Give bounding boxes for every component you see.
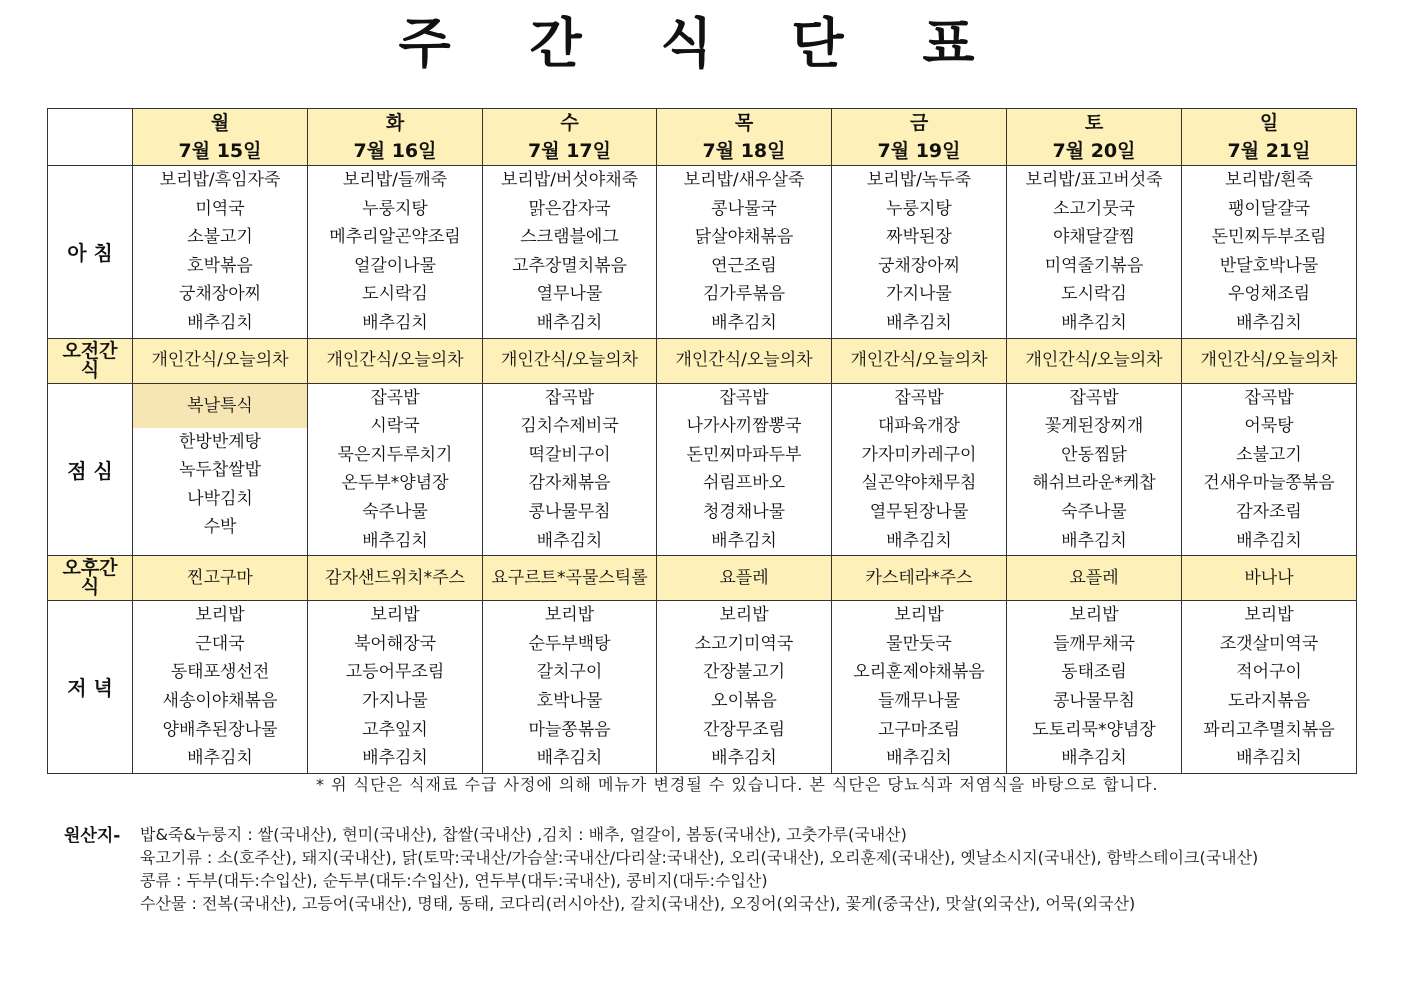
menu-item: 누룽지탕 bbox=[886, 198, 952, 219]
day-header bbox=[483, 109, 657, 166]
menu-item: 보리밥 bbox=[195, 605, 245, 626]
day-name: 토 bbox=[1084, 112, 1104, 134]
menu-item: 보리밥 bbox=[544, 605, 595, 626]
menu-item: 보리밥 bbox=[719, 605, 769, 626]
menu-item: 쉬림프바오 bbox=[702, 473, 786, 494]
menu-item: 미역줄기볶음 bbox=[1044, 255, 1144, 276]
menu-item: 배추김치 bbox=[886, 748, 952, 769]
menu-item: 안동찜닭 bbox=[1061, 444, 1127, 465]
menu-item: 소고기미역국 bbox=[694, 633, 794, 654]
menu-item: 김치수제비국 bbox=[520, 416, 619, 437]
menu-item: 배추김치 bbox=[711, 530, 777, 551]
breakfast-cell bbox=[1182, 166, 1357, 339]
menu-item: 배추김치 bbox=[1236, 530, 1302, 551]
menu-item: 가지나물 bbox=[362, 690, 428, 711]
menu-item: 호박나물 bbox=[536, 690, 603, 711]
day-header bbox=[133, 109, 308, 166]
menu-item: 배추김치 bbox=[362, 312, 428, 333]
pm-snack-cell: 요플레 bbox=[657, 556, 832, 601]
day-date: 7월 15일 bbox=[178, 140, 262, 162]
day-name: 화 bbox=[385, 112, 405, 134]
menu-item: 숙주나물 bbox=[362, 501, 428, 522]
menu-item: 마늘쫑볶음 bbox=[528, 719, 611, 740]
meal-label-am-snack-line1: 오전간 bbox=[62, 339, 118, 362]
meal-label-am-snack-line2: 식 bbox=[80, 358, 100, 381]
menu-item: 배추김치 bbox=[1236, 748, 1302, 769]
lunch-cell bbox=[832, 383, 1007, 556]
menu-item: 보리밥/새우살죽 bbox=[683, 170, 805, 190]
menu-item: 배추김치 bbox=[711, 312, 777, 333]
dinner-cell bbox=[308, 601, 483, 774]
lunch-cell bbox=[657, 383, 832, 556]
day-date: 7월 17일 bbox=[528, 140, 611, 162]
menu-item: 청경채나물 bbox=[702, 501, 786, 522]
breakfast-cell bbox=[308, 166, 483, 339]
menu-item: 오리훈제야채볶음 bbox=[853, 662, 985, 683]
menu-item: 콩나물무침 bbox=[1052, 690, 1136, 711]
menu-item: 꽈리고추멸치볶음 bbox=[1203, 719, 1335, 740]
menu-item: 미역국 bbox=[195, 198, 245, 219]
menu-item: 보리밥/표고버섯죽 bbox=[1025, 170, 1163, 190]
menu-item: 시락국 bbox=[370, 416, 420, 437]
meal-label-dinner: 저 녁 bbox=[48, 601, 133, 774]
am-snack-cell: 개인간식/오늘의차 bbox=[483, 338, 657, 383]
origin-info bbox=[140, 824, 1355, 916]
menu-item: 고추잎지 bbox=[362, 719, 428, 740]
menu-item: 짜박된장 bbox=[886, 227, 952, 248]
page-title: 주 간 식 단 표 bbox=[398, 12, 1005, 75]
menu-item: 간장불고기 bbox=[702, 662, 786, 683]
dinner-cell bbox=[1007, 601, 1182, 774]
day-header bbox=[832, 109, 1007, 166]
lunch-special-label: 복날특식 bbox=[133, 384, 307, 428]
day-name: 월 bbox=[210, 112, 230, 134]
menu-item: 가자미카레구이 bbox=[861, 444, 977, 465]
meal-label-pm-snack-line2: 식 bbox=[80, 576, 100, 599]
breakfast-cell bbox=[657, 166, 832, 339]
menu-item: 배추김치 bbox=[536, 748, 603, 769]
day-date: 7월 16일 bbox=[353, 140, 437, 162]
menu-item: 반달호박나물 bbox=[1219, 255, 1319, 276]
menu-item: 닭살야채볶음 bbox=[694, 227, 794, 248]
menu-item: 배추김치 bbox=[1061, 748, 1127, 769]
menu-item: 보리밥/흰죽 bbox=[1225, 170, 1313, 190]
breakfast-cell bbox=[483, 166, 657, 339]
menu-item: 보리밥/녹두죽 bbox=[866, 170, 972, 190]
day-name: 수 bbox=[560, 112, 579, 134]
menu-item: 연근조림 bbox=[711, 255, 777, 276]
pm-snack-cell: 바나나 bbox=[1182, 556, 1357, 601]
menu-item: 도시락김 bbox=[1061, 284, 1127, 305]
menu-item: 고추장멸치볶음 bbox=[512, 255, 627, 276]
menu-item: 건새우마늘쫑볶음 bbox=[1203, 473, 1335, 494]
origin-label: 원산지- bbox=[64, 826, 121, 846]
meal-label-am-snack bbox=[48, 338, 133, 383]
meal-label-lunch: 점 심 bbox=[48, 383, 133, 556]
am-snack-cell: 개인간식/오늘의차 bbox=[1182, 338, 1357, 383]
menu-item: 도라지볶음 bbox=[1227, 690, 1311, 711]
menu-item: 배추김치 bbox=[536, 312, 603, 333]
menu-item: 꽃게된장찌개 bbox=[1044, 416, 1144, 437]
origin-line: 밥&죽&누룽지 : 쌀(국내산), 현미(국내산), 찹쌀(국내산) ,김치 : 배추, 얼갈이, 봄동(국내산), 고춧가루(국내산) bbox=[140, 825, 907, 844]
menu-item: 묵은지두루치기 bbox=[337, 444, 453, 465]
menu-item: 보리밥 bbox=[894, 605, 944, 626]
menu-item: 도시락김 bbox=[362, 284, 428, 305]
menu-item: 소고기뭇국 bbox=[1052, 198, 1136, 219]
menu-item: 스크램블에그 bbox=[520, 227, 619, 248]
menu-item: 보리밥/버섯야채죽 bbox=[500, 170, 639, 190]
dinner-cell bbox=[483, 601, 657, 774]
menu-item: 배추김치 bbox=[362, 530, 428, 551]
day-date: 7월 20일 bbox=[1052, 140, 1136, 162]
menu-item: 배추김치 bbox=[1061, 312, 1127, 333]
menu-item: 배추김치 bbox=[187, 312, 253, 333]
menu-item: 메추리알곤약조림 bbox=[329, 227, 461, 248]
day-header bbox=[1007, 109, 1182, 166]
day-name: 목 bbox=[734, 112, 754, 134]
menu-item: 들깨무채국 bbox=[1052, 633, 1136, 654]
menu-item: 야채달걀찜 bbox=[1052, 227, 1136, 248]
menu-item: 잡곡밥 bbox=[1069, 387, 1119, 408]
weekly-menu-table bbox=[47, 108, 1357, 774]
day-date: 7월 21일 bbox=[1227, 140, 1311, 162]
menu-notice: * 위 식단은 식재료 수급 사정에 의해 메뉴가 변경될 수 있습니다. 본 식단은 당뇨식과 저염식을 바탕으로 합니다. bbox=[316, 775, 1159, 794]
menu-item: 한방반계탕 bbox=[178, 431, 262, 452]
menu-item: 숙주나물 bbox=[1061, 501, 1127, 522]
menu-item: 떡갈비구이 bbox=[528, 444, 611, 465]
day-date: 7월 19일 bbox=[877, 140, 961, 162]
menu-item: 근대국 bbox=[195, 633, 245, 654]
pm-snack-cell: 요플레 bbox=[1007, 556, 1182, 601]
menu-item: 돈민찌마파두부 bbox=[686, 444, 802, 465]
menu-item: 배추김치 bbox=[711, 748, 777, 769]
am-snack-cell: 개인간식/오늘의차 bbox=[1007, 338, 1182, 383]
breakfast-cell bbox=[133, 166, 308, 339]
menu-item: 가지나물 bbox=[886, 284, 952, 305]
dinner-cell bbox=[133, 601, 308, 774]
menu-item: 소불고기 bbox=[187, 227, 253, 248]
menu-item: 보리밥 bbox=[1244, 605, 1294, 626]
menu-item: 잡곡밥 bbox=[719, 387, 769, 408]
menu-item: 콩나물무침 bbox=[528, 501, 611, 522]
lunch-cell bbox=[1182, 383, 1357, 556]
day-header bbox=[657, 109, 832, 166]
breakfast-cell bbox=[1007, 166, 1182, 339]
menu-item: 배추김치 bbox=[886, 530, 952, 551]
menu-item: 들깨무나물 bbox=[877, 690, 961, 711]
menu-item: 고등어무조림 bbox=[345, 662, 445, 683]
menu-item: 오이볶음 bbox=[711, 690, 777, 711]
menu-item: 나가사끼짬뽕국 bbox=[686, 416, 802, 437]
meal-label-breakfast: 아 침 bbox=[48, 166, 133, 339]
menu-item: 배추김치 bbox=[1236, 312, 1302, 333]
origin-line: 콩류 : 두부(대두:수입산), 순두부(대두:수입산), 연두부(대두:국내산), 콩비지(대두:수입산) bbox=[140, 871, 768, 890]
lunch-cell bbox=[483, 383, 657, 556]
table-corner bbox=[48, 109, 133, 166]
menu-item: 소불고기 bbox=[1236, 444, 1302, 465]
menu-item: 물만둣국 bbox=[886, 633, 952, 654]
pm-snack-cell: 감자샌드위치*주스 bbox=[308, 556, 483, 601]
menu-item: 적어구이 bbox=[1236, 662, 1302, 683]
menu-item: 대파육개장 bbox=[877, 416, 961, 437]
menu-item: 감자조림 bbox=[1236, 501, 1302, 522]
menu-item: 갈치구이 bbox=[536, 662, 603, 683]
lunch-cell bbox=[1007, 383, 1182, 556]
lunch-cell bbox=[308, 383, 483, 556]
menu-item: 도토리묵*양념장 bbox=[1032, 719, 1156, 740]
meal-label-pm-snack-line1: 오후간 bbox=[62, 557, 118, 580]
menu-item: 열무나물 bbox=[536, 284, 603, 305]
breakfast-cell bbox=[832, 166, 1007, 339]
menu-item: 새송이야채볶음 bbox=[162, 690, 278, 711]
menu-item: 해쉬브라운*케찹 bbox=[1032, 473, 1156, 494]
menu-item: 어묵탕 bbox=[1244, 416, 1294, 437]
menu-item: 얼갈이나물 bbox=[353, 255, 437, 276]
menu-item: 배추김치 bbox=[1061, 530, 1127, 551]
menu-item: 팽이달걀국 bbox=[1227, 198, 1311, 219]
am-snack-cell: 개인간식/오늘의차 bbox=[308, 338, 483, 383]
menu-item: 콩나물국 bbox=[711, 198, 777, 219]
menu-item: 맑은감자국 bbox=[528, 198, 611, 219]
pm-snack-cell: 요구르트*곡물스틱롤 bbox=[483, 556, 657, 601]
menu-item: 동태조림 bbox=[1061, 662, 1127, 683]
menu-item: 돈민찌두부조림 bbox=[1211, 227, 1327, 248]
am-snack-cell: 개인간식/오늘의차 bbox=[657, 338, 832, 383]
am-snack-cell: 개인간식/오늘의차 bbox=[133, 338, 308, 383]
menu-item: 김가루볶음 bbox=[702, 284, 786, 305]
menu-item: 나박김치 bbox=[187, 488, 253, 509]
menu-item: 온두부*양념장 bbox=[341, 473, 449, 494]
menu-item: 배추김치 bbox=[187, 748, 253, 769]
origin-line: 수산물 : 전복(국내산), 고등어(국내산), 명태, 동태, 코다리(러시아산), 갈치(국내산), 오징어(외국산), 꽃게(중국산), 맛살(외국산), 어묵(외국산) bbox=[140, 894, 1136, 913]
menu-item: 고구마조림 bbox=[877, 719, 961, 740]
dinner-cell bbox=[657, 601, 832, 774]
meal-label-pm-snack bbox=[48, 556, 133, 601]
day-name: 금 bbox=[909, 112, 929, 134]
menu-item: 궁채장아찌 bbox=[178, 284, 262, 305]
menu-item: 잡곡밥 bbox=[370, 387, 420, 408]
menu-item: 양배추된장나물 bbox=[162, 719, 278, 740]
origin-line: 육고기류 : 소(호주산), 돼지(국내산), 닭(토막:국내산/가슴살:국내산/다리살:국내산), 오리(국내산), 오리훈제(국내산), 옛날소시지(국내산), 함박스테이크(국내산) bbox=[140, 848, 1259, 867]
menu-item: 수박 bbox=[203, 517, 237, 538]
menu-item: 우엉채조림 bbox=[1227, 284, 1311, 305]
day-date: 7월 18일 bbox=[702, 140, 786, 162]
menu-item: 간장무조림 bbox=[702, 719, 786, 740]
menu-item: 동태포생선전 bbox=[170, 662, 270, 683]
am-snack-cell: 개인간식/오늘의차 bbox=[832, 338, 1007, 383]
menu-item: 잡곡밥 bbox=[544, 387, 595, 408]
menu-item: 감자채볶음 bbox=[528, 473, 611, 494]
menu-item: 배추김치 bbox=[886, 312, 952, 333]
menu-item: 녹두찹쌀밥 bbox=[178, 460, 262, 481]
menu-item: 보리밥 bbox=[1069, 605, 1119, 626]
menu-item: 잡곡밥 bbox=[894, 387, 944, 408]
menu-item: 열무된장나물 bbox=[869, 501, 969, 522]
day-header bbox=[1182, 109, 1357, 166]
day-header bbox=[308, 109, 483, 166]
menu-item: 실곤약야채무침 bbox=[861, 473, 977, 494]
dinner-cell bbox=[832, 601, 1007, 774]
menu-item: 배추김치 bbox=[536, 530, 603, 551]
menu-item: 궁채장아찌 bbox=[877, 255, 961, 276]
dinner-cell bbox=[1182, 601, 1357, 774]
menu-item: 호박볶음 bbox=[187, 255, 253, 276]
menu-item: 북어해장국 bbox=[353, 633, 437, 654]
menu-item: 잡곡밥 bbox=[1244, 387, 1294, 408]
pm-snack-cell: 찐고구마 bbox=[133, 556, 308, 601]
menu-item: 조갯살미역국 bbox=[1219, 633, 1319, 654]
menu-item: 배추김치 bbox=[362, 748, 428, 769]
menu-item: 보리밥 bbox=[370, 605, 420, 626]
menu-item: 순두부백탕 bbox=[528, 633, 611, 654]
menu-item: 누룽지탕 bbox=[362, 198, 428, 219]
menu-item: 보리밥/들깨죽 bbox=[342, 170, 448, 190]
menu-item: 보리밥/흑임자죽 bbox=[159, 170, 281, 190]
day-name: 일 bbox=[1259, 112, 1279, 134]
lunch-cell bbox=[133, 383, 308, 556]
pm-snack-cell: 카스테라*주스 bbox=[832, 556, 1007, 601]
